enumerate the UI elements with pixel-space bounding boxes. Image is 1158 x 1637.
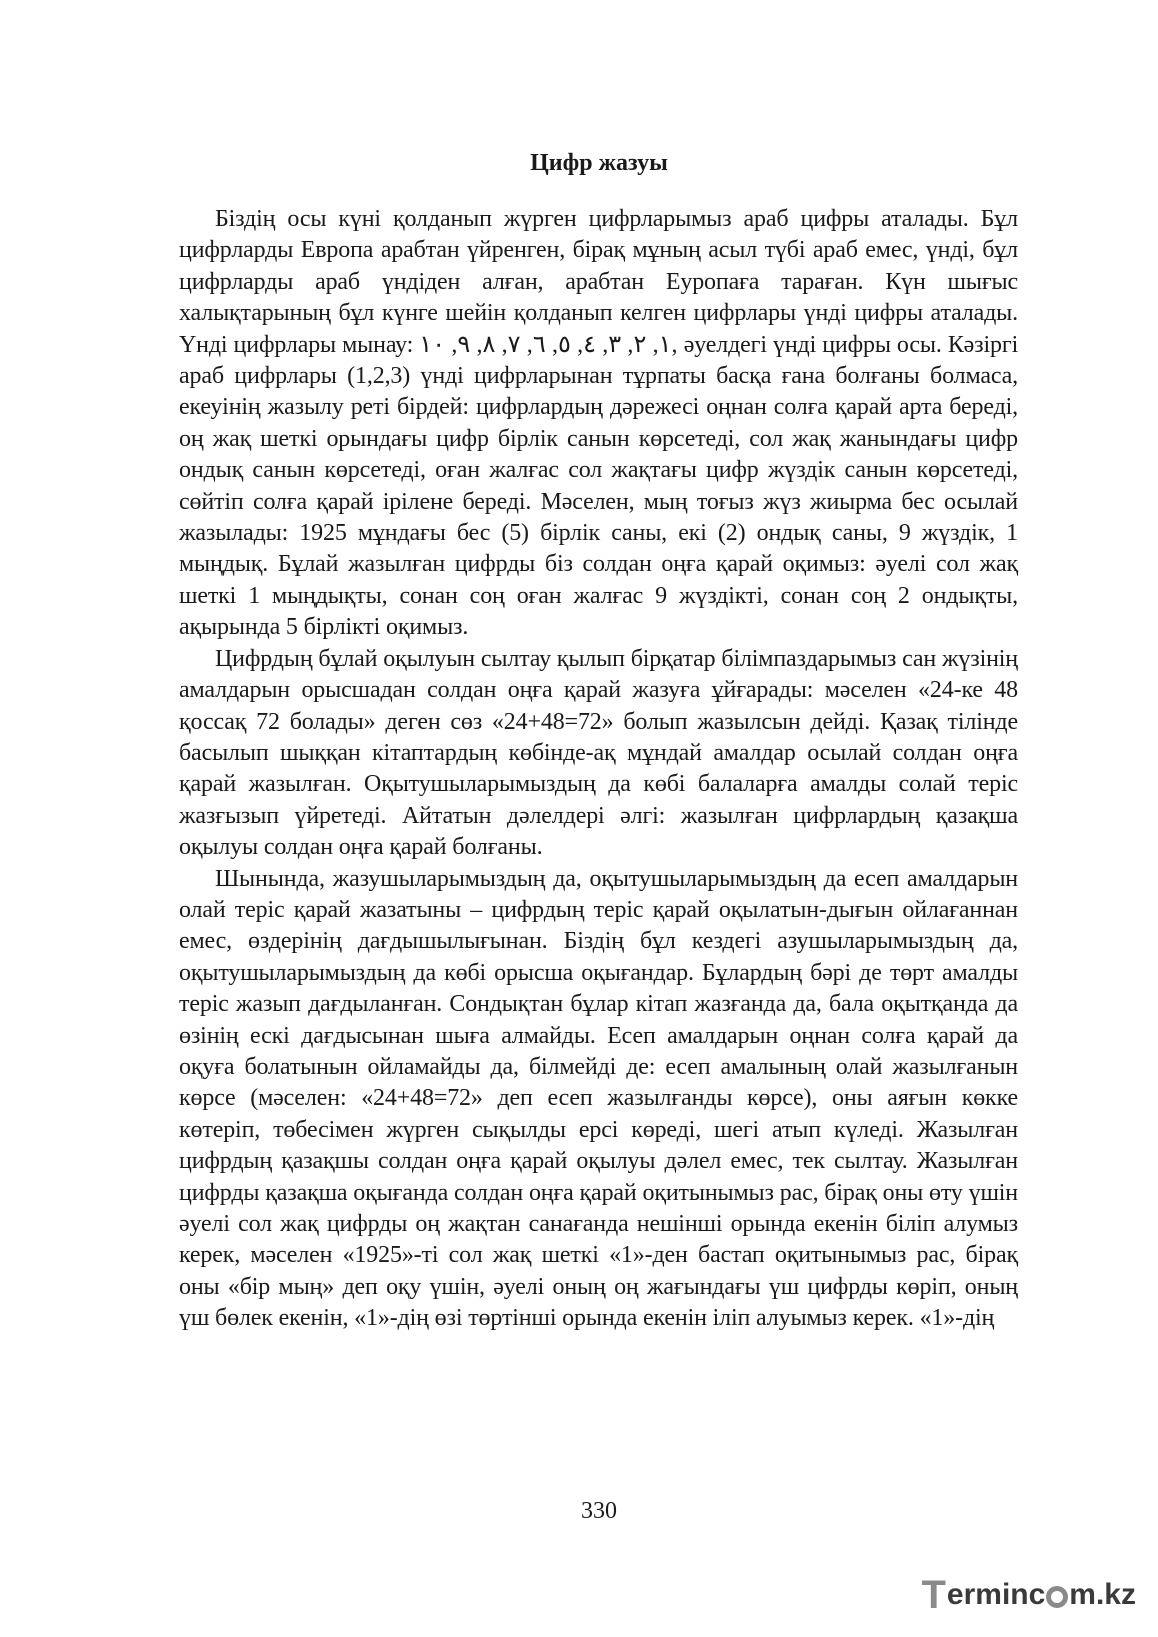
body-text xyxy=(179,204,1018,1335)
page-number: 330 xyxy=(581,1498,617,1524)
watermark-part1: erminc xyxy=(946,1578,1046,1611)
watermark-circle-icon xyxy=(1046,1586,1068,1608)
paragraph-3: Шынында, жазушыларымыздың да, оқытушыларымыздың да есеп амалдарын олай теріс қарай жазатыны – цифрдың теріс қарай оқылатын-дығын ойлағаннан емес, өздерінің дағдышылығынан. Біздің бұл кездегі азушыларымыздың да, оқытушыларымыздың да көбі орысша оқығандар. Бұлардың бәрі де төрт амалды теріс жазып дағдыланған. Сондықтан бұлар кітап жазғанда да, бала оқытқанда да өзінің ескі дағдысынан шыға алмайды. Есеп амалдарын оңнан солға қарай да оқуға болатынын ойламайды да, білмейді де: есеп амалының олай жазылғанын көрсе (мәселен: «24+48=72» деп есеп жазылғанды көрсе), оны аяғын көкке көтеріп, төбесімен жүрген сықылды ерсі көреді, шегі атып күледі. Жазылған цифрдың қазақшы солдан оңға қарай оқылуы дәлел емес, тек сылтау. Жазылған цифрды қазақша оқығанда солдан оңға қарай оқитынымыз рас, бірақ оны өту үшін әуелі сол жақ цифрды оң жақтан санағанда нешінші орында екенін біліп алумыз керек, мәселен «1925»-ті сол жақ шеткі «1»-ден бастап оқитынымыз рас, бірақ оны «бір мың» деп оқу үшін, әуелі оның оң жағындағы үш цифрды көріп, оның үш бөлек екенін, «1»-дің өзі төртінші орында екенін іліп алуымыз керек. «1»-дің xyxy=(179,865,1018,1332)
watermark-part2: m.kz xyxy=(1069,1578,1136,1611)
page-title: Цифр жазуы xyxy=(530,150,668,176)
termincom-watermark-logo xyxy=(921,1573,1136,1617)
watermark-prefix: T xyxy=(921,1572,946,1617)
paragraph-2: Цифрдың бұлай оқылуын сылтау қылып бірқатар білімпаздарымыз сан жүзінің амалдарын орысшадан солдан оңға қарай жазуға ұйғарады: мәселен «24-ке 48 қоссақ 72 болады» деген сөз «24+48=72» болып жазылсын дейді. Қазақ тілінде басылып шыққан кітаптардың көбінде-ақ мұндай амалдар осылай солдан оңға қарай жазылған. Оқытушыларымыздың да көбі балаларға амалды солай теріс жазғызып үйретеді. Айтатын дәлелдері әлгі: жазылған цифрлардың қазақша оқылуы солдан оңға қарай болғаны. xyxy=(179,645,1018,861)
paragraph-1: Біздің осы күні қолданып жүрген цифрларымыз араб цифры аталады. Бұл цифрларды Европа арабтан үйренген, бірақ мұның асыл түбі араб емес, үнді, бұл цифрларды араб үндіден алған, арабтан Еуропаға тараған. Күн шығыс халықтарының бұл күнге шейін қолданып келген цифрлары үнді цифры аталады. Үнді цифрлары мынау: ١, ٢, ٣, ٤, ٥, ٦, ٧, ٨, ٩, ١٠, әуелдегі үнді цифры осы. Кәзіргі араб цифрлары (1,2,3) үнді цифрларынан тұрпаты басқа ғана болғаны болмаса, екеуінің жазылу реті бірдей: цифрлардың дәрежесі оңнан солға қарай арта береді, оң жақ шеткі орындағы цифр бірлік санын көрсетеді, сол жақ жанындағы цифр ондық санын көрсетеді, оған жалғас сол жақтағы цифр жүздік санын көрсетеді, сөйтіп солға қарай іріленe береді. Мәселен, мың тоғыз жүз жиырма бес осылай жазылады: 1925 мұндағы бес (5) бірлік саны, екі (2) ондық саны, 9 жүздік, 1 мыңдық. Бұлай жазылған цифрды біз солдан оңға қарай оқимыз: әуелі сол жақ шеткі 1 мыңдықты, сонан соң оған жалғас 9 жүздікті, сонан соң 2 ондықты, ақырында 5 бірлікті оқимыз. xyxy=(179,206,1019,641)
